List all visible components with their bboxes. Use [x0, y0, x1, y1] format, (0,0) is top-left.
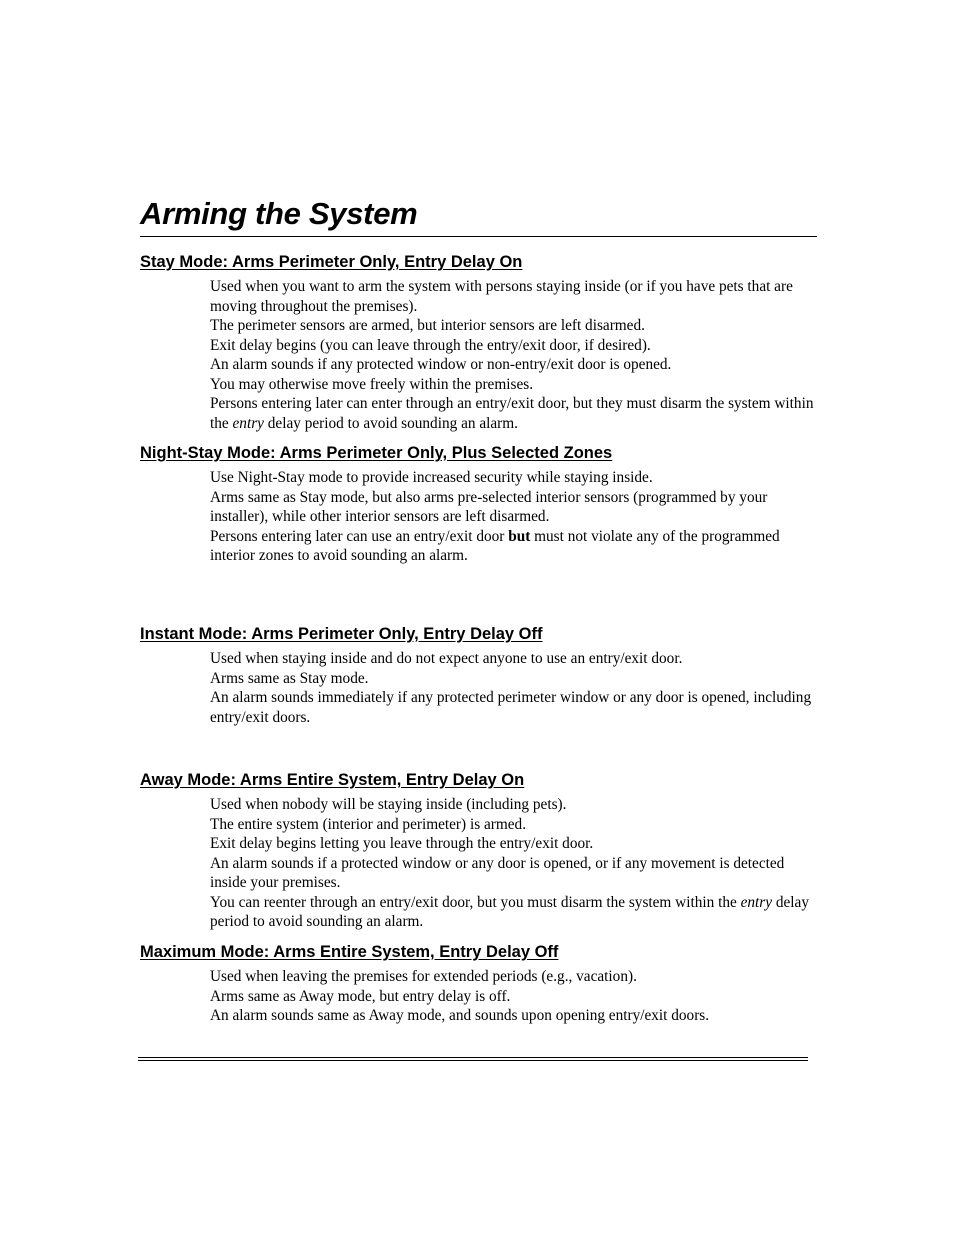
night-stay-mode-paragraph-zones-note: [210, 527, 818, 566]
stay-mode-paragraph: You may otherwise move freely within the premises.: [210, 375, 534, 393]
section-heading-instant-mode: Instant Mode: Arms Perimeter Only, Entry Delay Off: [140, 625, 543, 643]
emphasis-but: but: [508, 527, 531, 545]
away-mode-paragraph-entry-note: [210, 893, 818, 932]
section-body-maximum-mode: [210, 967, 818, 1026]
maximum-mode-paragraph: An alarm sounds same as Away mode, and sounds upon opening entry/exit doors.: [210, 1007, 710, 1024]
section-body-instant-mode: [210, 649, 818, 727]
stay-mode-paragraph: An alarm sounds if any protected window or non-entry/exit door is opened.: [210, 356, 672, 373]
section-body-night-stay-mode: [210, 468, 818, 566]
text-run: must not violate any of the programmed interior zones to avoid sounding an alarm.: [210, 527, 780, 564]
footer-double-rule: [138, 1057, 808, 1061]
away-mode-paragraph: Exit delay begins letting you leave through the entry/exit door.: [210, 835, 594, 852]
section-away-mode: [140, 770, 820, 932]
maximum-mode-paragraph: Used when leaving the premises for extended periods (e.g., vacation).: [210, 968, 637, 985]
section-instant-mode: [140, 624, 820, 727]
page-title: Arming the System: [140, 196, 418, 231]
section-heading-away-mode: Away Mode: Arms Entire System, Entry Delay On: [140, 771, 525, 789]
section-stay-mode: [140, 252, 820, 433]
away-mode-paragraph: The entire system (interior and perimeter) is armed.: [210, 815, 527, 833]
instant-mode-paragraph: Arms same as Stay mode.: [210, 669, 369, 687]
section-body-away-mode: [210, 795, 818, 932]
section-heading-maximum-mode: Maximum Mode: Arms Entire System, Entry Delay Off: [140, 943, 559, 961]
night-stay-mode-paragraph: Arms same as Stay mode, but also arms pre-selected interior sensors (programmed by your installer), while other interior sensors are left disarmed.: [210, 488, 768, 525]
section-body-stay-mode: [210, 277, 818, 433]
text-run: delay period to avoid sounding an alarm.: [210, 893, 809, 930]
text-run: Persons entering later can use an entry/exit door: [210, 527, 509, 545]
stay-mode-paragraph-entry-note: [210, 394, 818, 433]
maximum-mode-paragraph: Arms same as Away mode, but entry delay is off.: [210, 987, 511, 1005]
section-heading-stay-mode: Stay Mode: Arms Perimeter Only, Entry Delay On: [140, 253, 523, 271]
night-stay-mode-paragraph: Use Night-Stay mode to provide increased security while staying inside.: [210, 469, 653, 486]
stay-mode-paragraph: Used when you want to arm the system with persons staying inside (or if you have pets that are moving throughout the premises).: [210, 278, 793, 315]
away-mode-paragraph: An alarm sounds if a protected window or any door is opened, or if any movement is detected inside your premises.: [210, 854, 785, 891]
section-night-stay-mode: [140, 443, 820, 566]
section-heading-night-stay-mode: Night-Stay Mode: Arms Perimeter Only, Plus Selected Zones: [140, 444, 613, 462]
emphasis-entry: entry: [232, 414, 264, 432]
stay-mode-paragraph: Exit delay begins (you can leave through the entry/exit door, if desired).: [210, 336, 651, 354]
stay-mode-paragraph: The perimeter sensors are armed, but interior sensors are left disarmed.: [210, 317, 645, 334]
section-maximum-mode: [140, 942, 820, 1026]
instant-mode-paragraph: Used when staying inside and do not expect anyone to use an entry/exit door.: [210, 650, 683, 667]
emphasis-entry: entry: [740, 893, 773, 911]
instant-mode-paragraph: An alarm sounds immediately if any protected perimeter window or any door is opened, including entry/exit doors.: [210, 689, 812, 726]
text-run: Persons entering later can enter through an entry/exit door, but they must disarm the system within the: [210, 395, 814, 432]
text-run: delay period to avoid sounding an alarm.: [263, 414, 518, 432]
away-mode-paragraph: Used when nobody will be staying inside (including pets).: [210, 796, 567, 813]
text-run: You can reenter through an entry/exit door, but you must disarm the system within the: [210, 893, 741, 911]
title-underline-rule: [140, 236, 817, 237]
